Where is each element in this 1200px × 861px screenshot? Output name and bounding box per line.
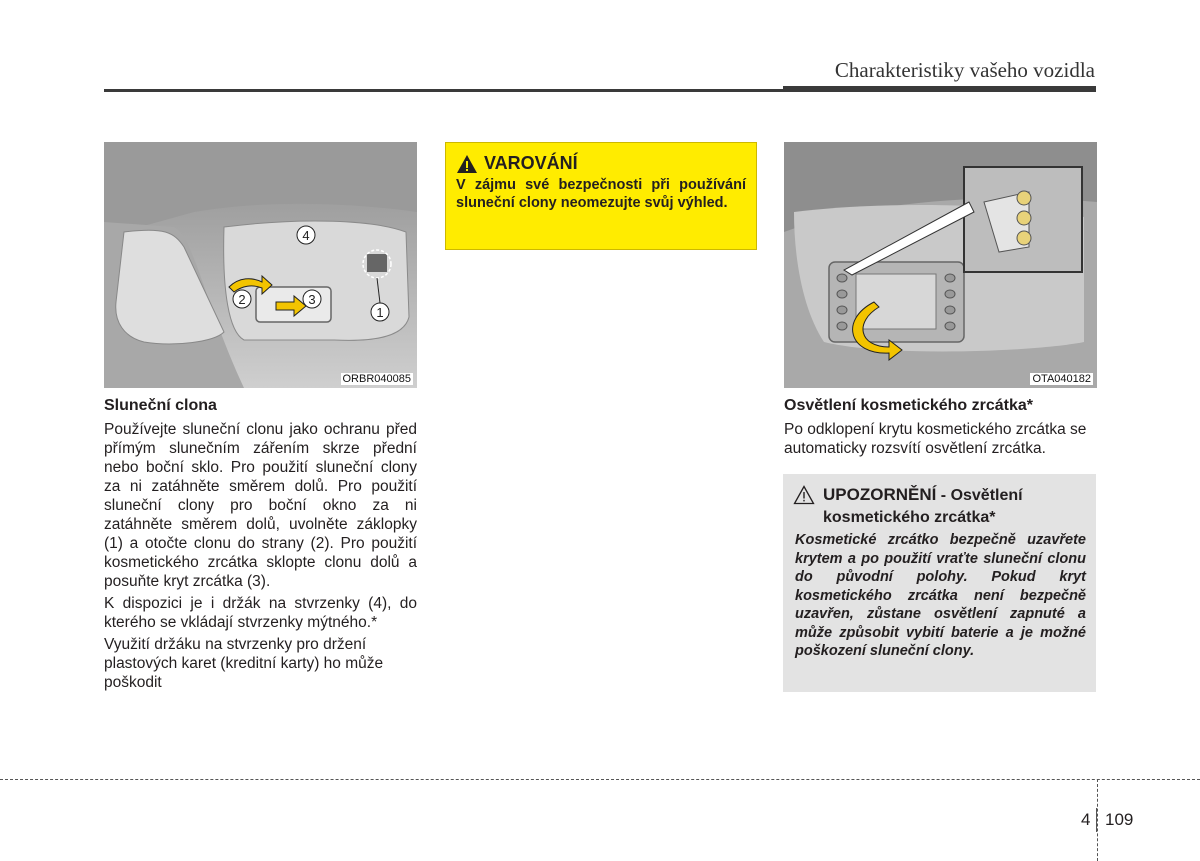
caution-triangle-icon — [793, 485, 815, 505]
paragraph: K dispozici je i držák na stvrzenky (4), do kterého se vkládají stvrzenky mýtného.* — [104, 595, 417, 631]
vanity-lamp-section — [784, 396, 1097, 461]
callout-4-label: 4 — [302, 228, 310, 243]
warning-header — [456, 153, 746, 174]
callout-1-label: 1 — [376, 305, 384, 320]
warning-triangle-icon — [456, 154, 478, 174]
callout-2-label: 2 — [238, 292, 246, 307]
paragraph: Používejte sluneční clonu jako ochranu před přímým slunečním zářením skrze přední nebo boční sklo. Pro použití sluneční clony za ni zatáhněte směrem dolů. Pro použití sluneční clony pro boční okno za ni zatáhněte směrem dolů, uvolněte záklopky (1) a otočte clonu do strany (2). Pro použití kosmetického zrcátka sklopte clonu dolů a posuňte kryt zrcátka (3). — [104, 421, 417, 590]
footer-dashed-rule — [0, 779, 1200, 780]
sun-visor-section — [104, 396, 417, 695]
caution-header — [793, 484, 1086, 528]
vanity-mirror-illustration — [784, 142, 1097, 388]
chapter-number: 4 — [1081, 810, 1091, 829]
warning-box — [445, 142, 757, 250]
running-header: Charakteristiky vašeho vozidla — [834, 58, 1095, 82]
sun-visor-figure — [104, 142, 417, 388]
sun-visor-illustration — [104, 142, 417, 388]
footer-dashed-divider — [1097, 779, 1098, 861]
figure-code: OTA040182 — [1032, 373, 1091, 385]
warning-title: VAROVÁNÍ — [484, 153, 578, 173]
paragraph: Po odklopení krytu kosmetického zrcátka se automaticky rozsvítí osvětlení zrcátka. — [784, 421, 1087, 457]
caution-text: Kosmetické zrcátko bezpečně uzavřete krytem a po použití vraťte sluneční clonu do původní polohy. Pokud kryt kosmetického zrcátka není bezpečně uzavřen, zůstane osvětlení zapnuté a může způsobit vybití baterie a je možné poškození sluneční clony. — [795, 532, 1086, 659]
paragraph: Využití držáku na stvrzenky pro držení plastových karet (kreditní karty) ho může poškodit — [104, 636, 384, 691]
page-number: 109 — [1105, 810, 1134, 829]
caution-title-main: UPOZORNĚNÍ — [823, 485, 937, 504]
vanity-mirror-figure — [784, 142, 1097, 388]
figure-code: ORBR040085 — [342, 373, 411, 385]
caution-title — [823, 484, 1086, 528]
caution-box — [783, 474, 1096, 692]
section-title: Osvětlení kosmetického zrcátka* — [784, 397, 1034, 414]
header-rule-accent — [783, 86, 1096, 92]
warning-text: V zájmu své bezpečnosti při používání sluneční clony neomezujte svůj výhled. — [456, 177, 746, 211]
caution-title-sub: - Osvětlení kosmetického zrcátka* — [823, 487, 1023, 526]
page-number-separator — [1096, 808, 1097, 832]
section-title: Sluneční clona — [104, 397, 217, 414]
callout-3-label: 3 — [308, 292, 316, 307]
